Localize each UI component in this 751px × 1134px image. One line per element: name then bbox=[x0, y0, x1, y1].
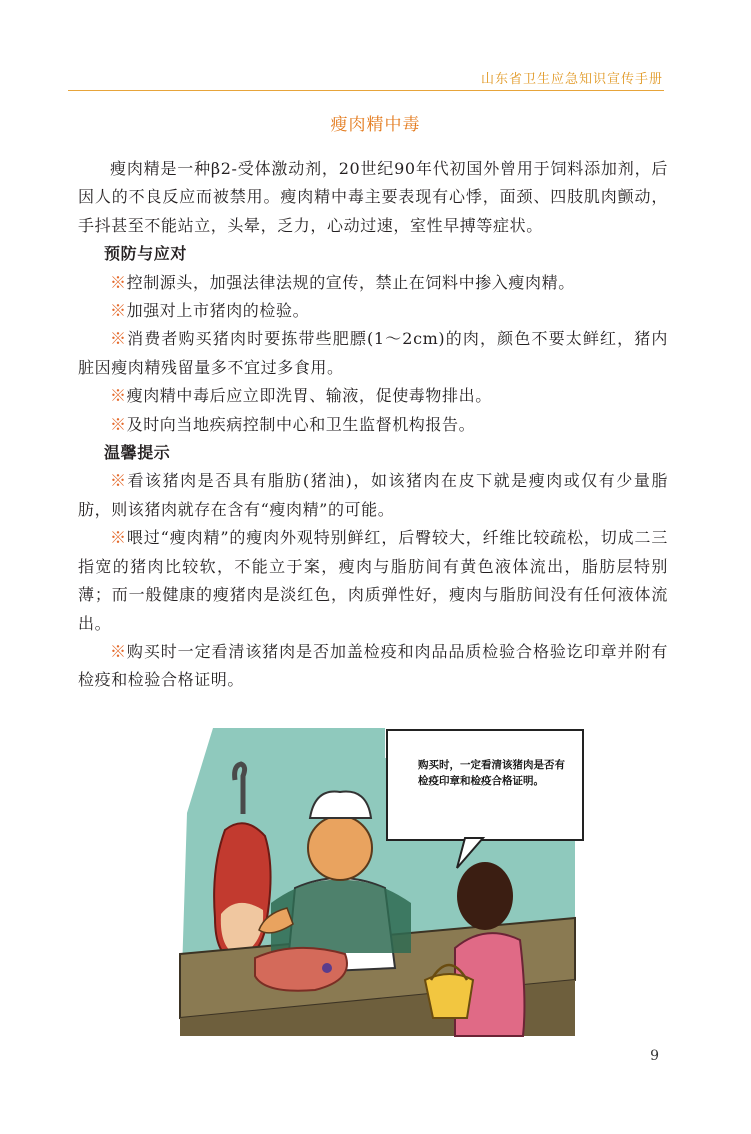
bullet-marker-icon: ※ bbox=[110, 471, 128, 491]
tip-item-text: 喂过“瘦肉精”的瘦肉外观特别鲜红，后臀较大，纤维比较疏松，切成二三指宽的猪肉比较软，不能立于案，瘦肉与脂肪间有黄色液体流出，脂肪层特别薄；而一般健康的瘦猪肉是淡红色，肉质弹性好，瘦肉与脂肪间没有任何液体流出。 bbox=[78, 528, 668, 633]
bullet-marker-icon: ※ bbox=[110, 528, 127, 548]
shopping-basket bbox=[425, 974, 473, 1018]
prevention-item bbox=[78, 325, 668, 382]
section-heading-prevention: 预防与应对 bbox=[104, 244, 188, 264]
butcher-shirt bbox=[271, 880, 411, 953]
tip-item bbox=[78, 524, 668, 638]
bullet-marker-icon: ※ bbox=[110, 301, 127, 321]
prevention-item-text: 加强对上市猪肉的检验。 bbox=[126, 301, 310, 321]
bullet-marker-icon: ※ bbox=[110, 329, 128, 349]
article-body bbox=[78, 155, 668, 695]
tip-item-text: 购买时一定看清该猪肉是否加盖检疫和肉品品质检验合格验讫印章并附有检疫和检验合格证明。 bbox=[78, 641, 668, 690]
tip-item-text: 看该猪肉是否具有脂肪(猪油)，如该猪肉在皮下就是瘦肉或仅有少量脂肪，则该猪肉就存在含有“瘦肉精”的可能。 bbox=[78, 471, 668, 519]
bullet-marker-icon: ※ bbox=[110, 272, 127, 292]
page-number: 9 bbox=[650, 1048, 659, 1064]
prevention-item bbox=[78, 297, 668, 325]
prevention-item-text: 消费者购买猪肉时要拣带些肥膘(1～2cm)的肉，颜色不要太鲜红，猪内脏因瘦肉精残留量多不宜过多食用。 bbox=[78, 329, 668, 377]
speech-bubble-text: 购买时，一定看清该猪肉是否有检疫印章和检疫合格证明。 bbox=[418, 759, 565, 787]
prevention-item bbox=[78, 269, 668, 297]
running-header: 山东省卫生应急知识宣传手册 bbox=[480, 72, 663, 87]
tip-item bbox=[78, 638, 668, 695]
bullet-marker-icon: ※ bbox=[110, 641, 127, 661]
header-divider bbox=[68, 90, 664, 91]
tip-item bbox=[78, 467, 668, 524]
pork-on-counter bbox=[255, 948, 347, 991]
customer-head bbox=[457, 862, 513, 930]
prevention-item-text: 控制源头，加强法律法规的宣传，禁止在饲料中掺入瘦肉精。 bbox=[126, 272, 575, 292]
bullet-marker-icon: ※ bbox=[110, 386, 127, 406]
prevention-item bbox=[78, 411, 668, 439]
prevention-item bbox=[78, 382, 668, 410]
section-heading-tips: 温馨提示 bbox=[104, 443, 171, 463]
butcher-head bbox=[308, 816, 372, 880]
prevention-item-text: 瘦肉精中毒后应立即洗胃、输液，促使毒物排出。 bbox=[126, 386, 492, 406]
intro-paragraph: 瘦肉精是一种β2-受体激动剂，20世纪90年代初国外曾用于饲料添加剂，后因人的不良反应而被禁用。瘦肉精中毒主要表现有心悸，面颈、四肢肌肉颤动，手抖甚至不能站立，头晕，乏力，心动过速，室性早搏等症状。 bbox=[78, 159, 668, 235]
inspection-stamp bbox=[322, 963, 332, 973]
prevention-item-text: 及时向当地疾病控制中心和卫生监督机构报告。 bbox=[126, 414, 476, 434]
bullet-marker-icon: ※ bbox=[110, 414, 127, 434]
page-title: 瘦肉精中毒 bbox=[330, 115, 421, 135]
